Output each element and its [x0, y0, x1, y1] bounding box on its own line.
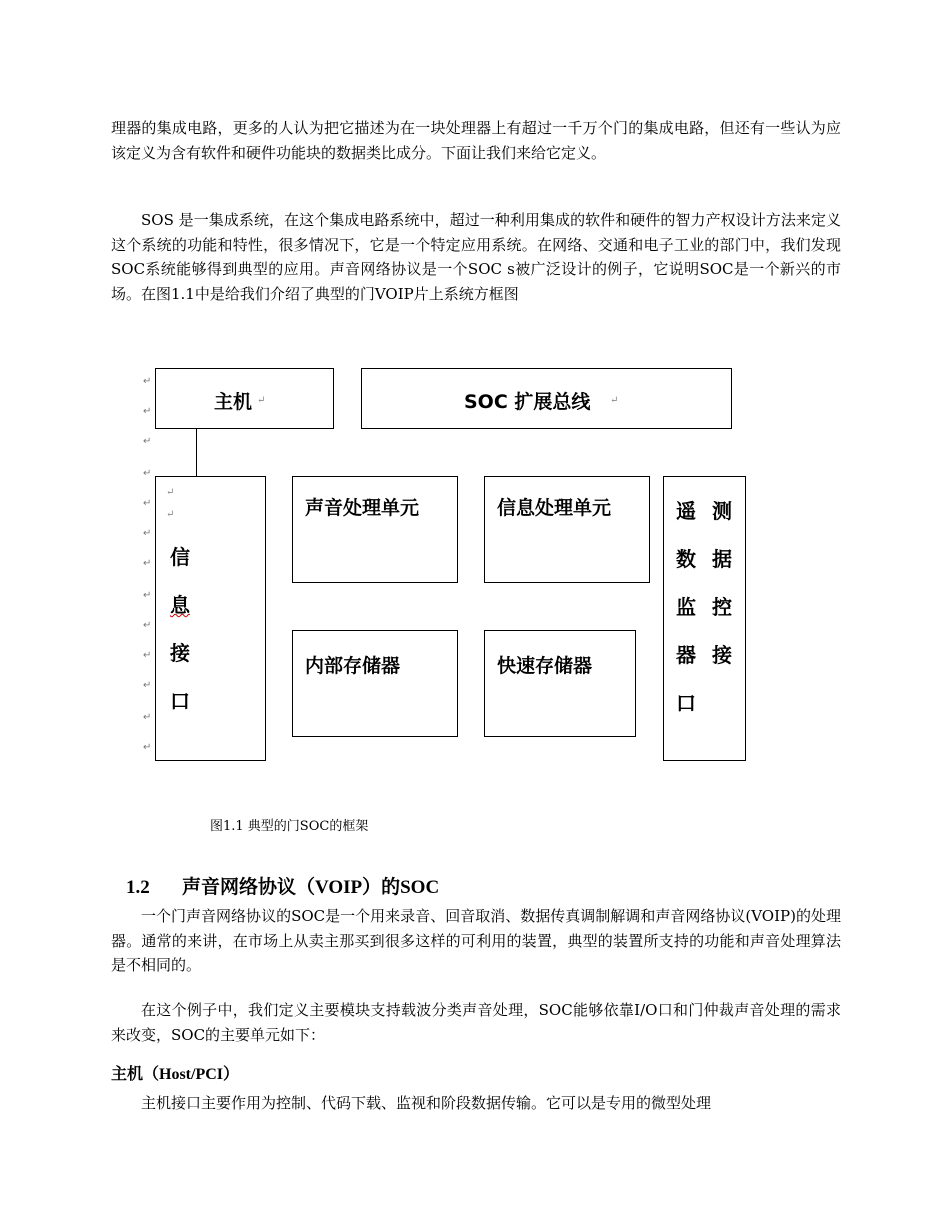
telemetry-char: 测 — [712, 499, 732, 523]
info-interface-box — [155, 476, 266, 761]
subheading-host: 主机（Host/PCI） — [111, 1066, 240, 1083]
section-paragraph-3: 主机接口主要作用为控制、代码下载、监视和阶段数据传输。它可以是专用的微型处理 — [141, 1094, 712, 1112]
paragraph-mark: ↵ — [610, 395, 619, 406]
fast-memory-box — [484, 630, 636, 737]
internal-memory-box — [292, 630, 458, 737]
intro-paragraph-1: 理器的集成电路，更多的人认为把它描述为在一块处理器上有超过一千万个门的集成电路，但还有一些认为应该定义为含有软件和硬件功能块的数据类比成分。下面让我们来给它定义。 — [111, 119, 841, 162]
expansion-bus-box — [361, 368, 732, 429]
info-interface-char: 接 — [170, 641, 190, 665]
telemetry-char: 遥 — [676, 499, 696, 523]
paragraph-mark: ↵ — [166, 487, 175, 498]
paragraph-mark: ↵ — [143, 620, 152, 631]
telemetry-char: 据 — [712, 547, 732, 571]
voice-processing-unit-label: 声音处理单元 — [305, 497, 420, 519]
section-paragraph-2: 在这个例子中，我们定义主要模块支持载波分类声音处理，SOC能够依靠I/O口和门仲裁声音处理的需求来改变，SOC的主要单元如下： — [111, 1001, 841, 1044]
telemetry-char: 控 — [712, 595, 732, 619]
paragraph-mark: ↵ — [143, 680, 152, 691]
host-box — [155, 368, 334, 429]
paragraph-mark: ↵ — [143, 498, 152, 509]
paragraph-mark: ↵ — [143, 558, 152, 569]
internal-memory-label: 内部存储器 — [305, 655, 401, 677]
host-connector-line — [196, 428, 197, 478]
telemetry-char: 监 — [676, 595, 696, 619]
section-paragraph-1: 一个门声音网络协议的SOC是一个用来录音、回音取消、数据传真调制解调和声音网络协议(VOIP)的处理器。通常的来讲，在市场上从卖主那买到很多这样的可利用的装置，典型的装置所支持的功能和声音处理算法是不相同的。 — [111, 907, 841, 974]
paragraph-mark: ↵ — [143, 436, 152, 447]
info-interface-char: 信 — [170, 545, 190, 569]
info-interface-char: 口 — [170, 689, 190, 713]
paragraph-mark: ↵ — [143, 468, 152, 479]
expansion-bus-label: SOC 扩展总线 — [464, 391, 591, 413]
paragraph-mark: ↵ — [257, 395, 266, 406]
telemetry-interface-box — [663, 476, 746, 761]
info-interface-char: 息 — [170, 593, 190, 617]
telemetry-char: 接 — [712, 643, 732, 667]
paragraph-mark: ↵ — [166, 509, 175, 520]
paragraph-mark: ↵ — [143, 650, 152, 661]
paragraph-mark: ↵ — [143, 406, 152, 417]
fast-memory-label: 快速存储器 — [497, 655, 593, 677]
telemetry-char: 口 — [676, 691, 696, 715]
info-processing-unit-box — [484, 476, 650, 583]
telemetry-char: 数 — [676, 547, 696, 571]
host-label: 主机 — [214, 391, 253, 413]
intro-paragraph-2: SOS 是一集成系统，在这个集成电路系统中，超过一种利用集成的软件和硬件的智力产权设计方法来定义这个系统的功能和特性，很多情况下，它是一个特定应用系统。在网络、交通和电子工业的部门中，我们发现 SOC系统能够得到典型的应用。声音网络协议是一个SOC s被广泛设计的例子，它说明SOC是一个新兴的市场。在图1.1中是给我们介绍了典型的门VOIP片上系统方框图 — [111, 211, 841, 303]
figure-caption: 图1.1 典型的门SOC的框架 — [210, 819, 369, 834]
paragraph-mark: ↵ — [143, 376, 152, 387]
paragraph-mark: ↵ — [143, 742, 152, 753]
paragraph-mark: ↵ — [143, 712, 152, 723]
section-heading — [126, 872, 439, 899]
paragraph-mark: ↵ — [143, 590, 152, 601]
section-number: 1.2 — [126, 877, 150, 898]
telemetry-char: 器 — [676, 643, 696, 667]
section-title: 声音网络协议（VOIP）的SOC — [182, 877, 440, 898]
paragraph-mark: ↵ — [143, 528, 152, 539]
voice-processing-unit-box — [292, 476, 458, 583]
info-processing-unit-label: 信息处理单元 — [497, 497, 612, 519]
